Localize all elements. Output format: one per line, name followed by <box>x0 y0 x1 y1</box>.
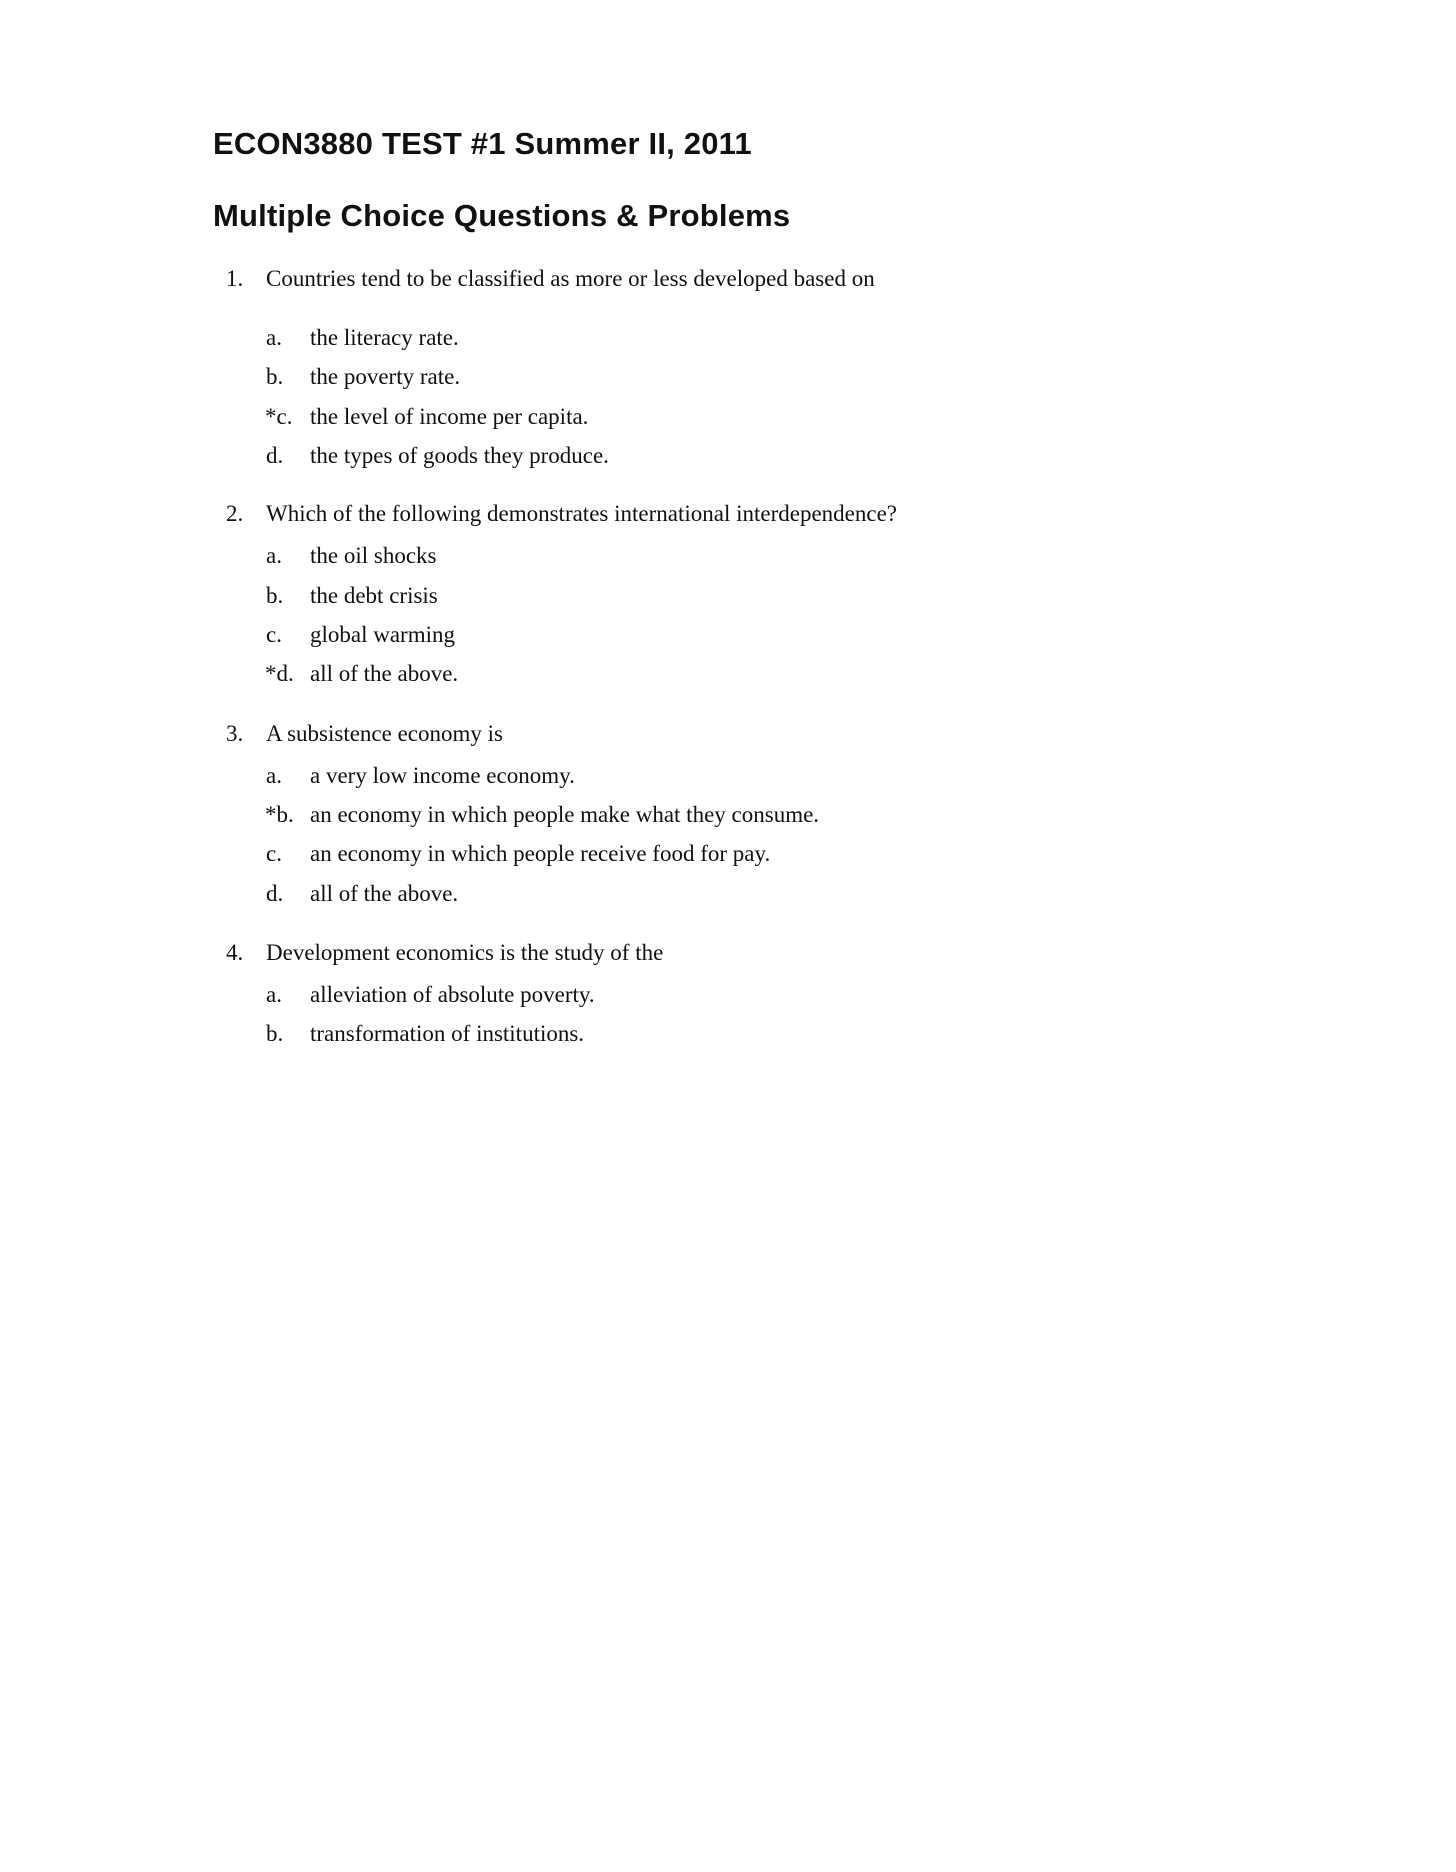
option-letter: *b. <box>265 802 294 827</box>
option-letter: a. <box>266 325 282 350</box>
option-text: an economy in which people make what they consume. <box>310 802 820 827</box>
option-text: all of the above. <box>310 881 459 906</box>
option-text: the debt crisis <box>310 583 438 608</box>
option-text: global warming <box>310 622 455 647</box>
option-letter: d. <box>266 881 284 906</box>
option-letter: c. <box>266 622 282 647</box>
option-text: transformation of institutions. <box>310 1021 585 1046</box>
question-number: 2. <box>226 501 244 526</box>
option-letter: b. <box>266 364 284 389</box>
option-text: all of the above. <box>310 661 459 686</box>
question-number: 1. <box>226 266 244 291</box>
option-text: the literacy rate. <box>310 325 459 350</box>
option-text: the types of goods they produce. <box>310 443 609 468</box>
option-letter: a. <box>266 763 282 788</box>
option-letter: *d. <box>265 661 294 686</box>
option-letter: d. <box>266 443 284 468</box>
option-text: the poverty rate. <box>310 364 461 389</box>
option-letter: b. <box>266 1021 284 1046</box>
option-text: a very low income economy. <box>310 763 575 788</box>
page-title: ECON3880 TEST #1 Summer II, 2011 <box>213 126 752 161</box>
option-text: the level of income per capita. <box>310 404 589 429</box>
option-text: alleviation of absolute poverty. <box>310 982 595 1007</box>
question-text: Development economics is the study of the <box>266 940 664 965</box>
question-number: 3. <box>226 721 244 746</box>
question-number: 4. <box>226 940 244 965</box>
option-text: an economy in which people receive food for pay. <box>310 841 771 866</box>
option-letter: b. <box>266 583 284 608</box>
option-letter: a. <box>266 543 282 568</box>
question-text: Countries tend to be classified as more or less developed based on <box>266 266 875 291</box>
option-text: the oil shocks <box>310 543 437 568</box>
option-letter: c. <box>266 841 282 866</box>
question-text: Which of the following demonstrates international interdependence? <box>266 501 897 526</box>
page-subtitle: Multiple Choice Questions & Problems <box>213 198 791 233</box>
option-letter: a. <box>266 982 282 1007</box>
option-letter: *c. <box>265 404 293 429</box>
question-text: A subsistence economy is <box>266 721 503 746</box>
